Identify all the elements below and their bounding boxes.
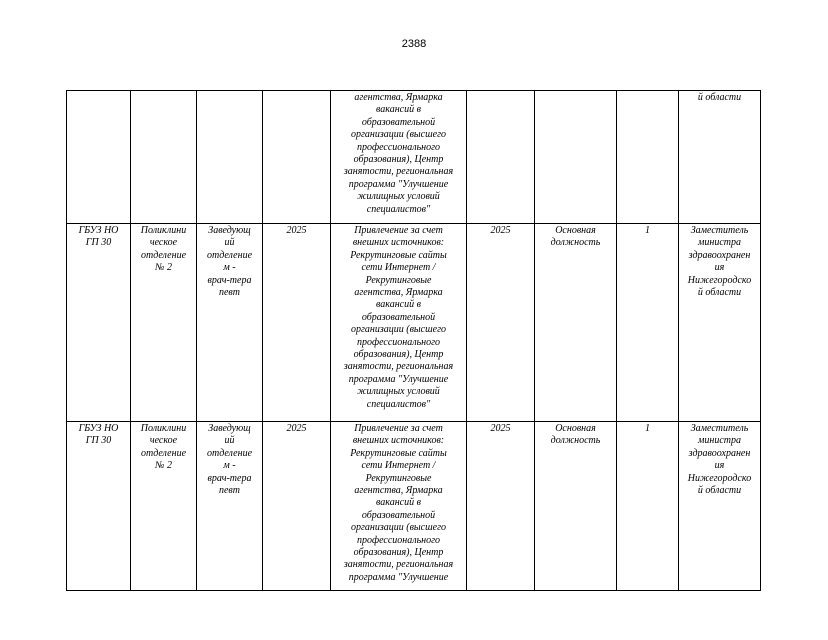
table-cell: Заведующ ий отделение м - врач-тера певт [197, 224, 263, 422]
table-cell: 2025 [263, 422, 331, 591]
table-cell: ГБУЗ НО ГП 30 [67, 422, 131, 591]
table-cell: Привлечение за счет внешних источников: Рекрутинговые сайты сети Интернет / Рекрутинговые агентства, Ярмарка вакансий в образовательной организации (высшего профессионального образования), Центр занятости, региональная программа "Улучшение жилищных условий специалистов" [331, 224, 467, 422]
table-cell: Привлечение за счет внешних источников: Рекрутинговые сайты сети Интернет / Рекрутинговые агентства, Ярмарка вакансий в образовательной организации (высшего профессионального образования), Центр занятости, региональная программа "Улучшение [331, 422, 467, 591]
table-cell: й области [679, 91, 761, 224]
table-cell: агентства, Ярмарка вакансий в образовательной организации (высшего профессионального образования), Центр занятости, региональная программа "Улучшение жилищных условий специалистов" [331, 91, 467, 224]
table-cell: Поликлини ческое отделение № 2 [131, 422, 197, 591]
table-cell: Основная должность [535, 422, 617, 591]
table-cell: Поликлини ческое отделение № 2 [131, 224, 197, 422]
table-cell: 2025 [263, 224, 331, 422]
table-cell: 1 [617, 422, 679, 591]
table-cell: Заместитель министра здравоохранен ия Нижегородско й области [679, 422, 761, 591]
table-cell: 2025 [467, 224, 535, 422]
table-row [67, 224, 761, 422]
table-cell: Заместитель министра здравоохранен ия Нижегородско й области [679, 224, 761, 422]
document-table [66, 90, 761, 591]
table-cell [535, 91, 617, 224]
table-cell [467, 91, 535, 224]
table-cell: 1 [617, 224, 679, 422]
table-cell [67, 91, 131, 224]
table-row [67, 422, 761, 591]
table-cell [263, 91, 331, 224]
table-cell [131, 91, 197, 224]
table-row [67, 91, 761, 224]
table-cell [617, 91, 679, 224]
table-cell [197, 91, 263, 224]
table-cell: 2025 [467, 422, 535, 591]
table-cell: Заведующ ий отделение м - врач-тера певт [197, 422, 263, 591]
table-cell: Основная должность [535, 224, 617, 422]
page-number: 2388 [401, 38, 427, 50]
table-cell: ГБУЗ НО ГП 30 [67, 224, 131, 422]
